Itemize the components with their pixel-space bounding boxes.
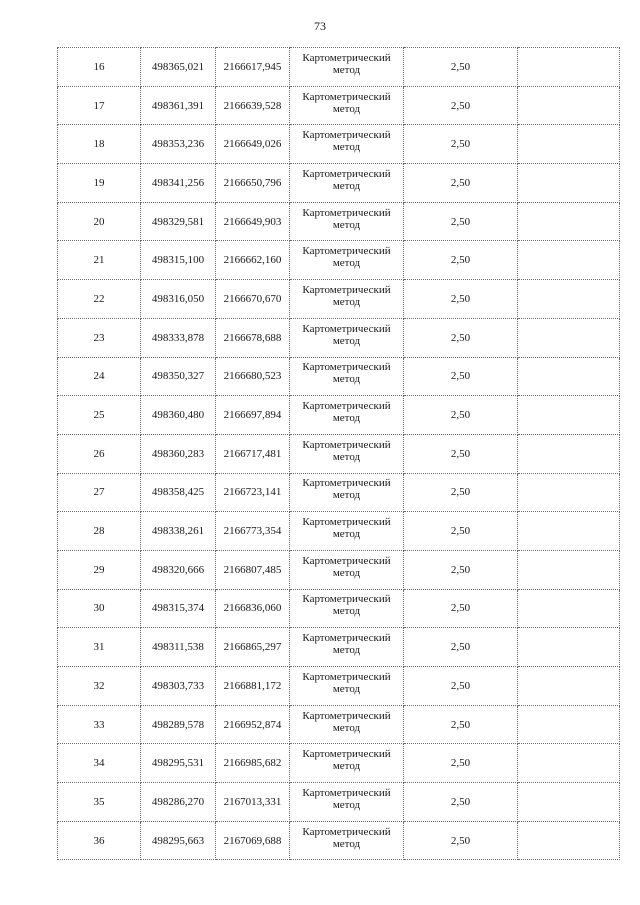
method-cell — [290, 125, 404, 164]
accuracy-cell-text: 2,50 — [450, 331, 471, 344]
coordinate-y-cell — [216, 357, 290, 396]
point-number-cell-text: 34 — [93, 757, 105, 770]
accuracy-cell — [404, 241, 518, 280]
coordinate-x-cell-text: 498338,261 — [151, 525, 205, 538]
note-cell — [518, 512, 620, 551]
accuracy-cell — [404, 125, 518, 164]
point-number-cell-text: 24 — [93, 370, 105, 383]
coordinate-x-cell-text: 498365,021 — [151, 60, 205, 73]
accuracy-cell — [404, 821, 518, 860]
accuracy-cell — [404, 86, 518, 125]
accuracy-cell — [404, 202, 518, 241]
coordinate-y-cell-text: 2166678,688 — [223, 331, 282, 344]
table-row — [58, 396, 620, 435]
coordinate-x-cell-text: 498316,050 — [151, 292, 205, 305]
accuracy-cell — [404, 396, 518, 435]
coordinate-x-cell-text: 498353,236 — [151, 138, 205, 151]
point-number-cell — [58, 628, 141, 667]
point-number-cell — [58, 589, 141, 628]
method-cell — [290, 202, 404, 241]
point-number-cell — [58, 280, 141, 319]
accuracy-cell — [404, 357, 518, 396]
coordinate-y-cell-text: 2166649,026 — [223, 138, 282, 151]
point-number-cell — [58, 202, 141, 241]
table-row — [58, 164, 620, 203]
note-cell — [518, 628, 620, 667]
method-cell-text: Картометрический метод — [302, 477, 391, 502]
coordinate-x-cell — [141, 125, 216, 164]
point-number-cell — [58, 783, 141, 822]
note-cell — [518, 783, 620, 822]
method-cell-text: Картометрический метод — [302, 709, 391, 734]
note-cell — [518, 241, 620, 280]
coordinate-y-cell-text: 2166717,481 — [223, 447, 282, 460]
note-cell — [518, 473, 620, 512]
coordinate-y-cell — [216, 318, 290, 357]
accuracy-cell — [404, 434, 518, 473]
coordinate-y-cell-text: 2166662,160 — [223, 254, 282, 267]
coordinate-y-cell-text: 2166985,682 — [223, 757, 282, 770]
method-cell — [290, 318, 404, 357]
accuracy-cell-text: 2,50 — [450, 254, 471, 267]
coordinate-y-cell — [216, 589, 290, 628]
coordinate-x-cell-text: 498350,327 — [151, 370, 205, 383]
method-cell — [290, 783, 404, 822]
method-cell-text: Картометрический метод — [302, 51, 391, 76]
coordinate-y-cell-text: 2166617,945 — [223, 60, 282, 73]
coordinate-x-cell-text: 498315,374 — [151, 602, 205, 615]
coordinate-x-cell — [141, 512, 216, 551]
coordinate-y-cell — [216, 705, 290, 744]
point-number-cell-text: 25 — [93, 409, 105, 422]
method-cell-text: Картометрический метод — [302, 400, 391, 425]
method-cell — [290, 241, 404, 280]
method-cell-text: Картометрический метод — [302, 748, 391, 773]
point-number-cell — [58, 318, 141, 357]
coordinate-x-cell — [141, 589, 216, 628]
coordinate-y-cell-text: 2166639,528 — [223, 99, 282, 112]
method-cell-text: Картометрический метод — [302, 245, 391, 270]
coordinate-x-cell-text: 498295,531 — [151, 757, 205, 770]
coordinate-x-cell — [141, 48, 216, 87]
accuracy-cell — [404, 628, 518, 667]
accuracy-cell — [404, 473, 518, 512]
table-row — [58, 473, 620, 512]
coordinate-x-cell-text: 498303,733 — [151, 679, 205, 692]
note-cell — [518, 589, 620, 628]
point-number-cell-text: 17 — [93, 99, 105, 112]
note-cell — [518, 280, 620, 319]
accuracy-cell-text: 2,50 — [450, 99, 471, 112]
table-row — [58, 434, 620, 473]
note-cell — [518, 396, 620, 435]
point-number-cell — [58, 241, 141, 280]
accuracy-cell-text: 2,50 — [450, 60, 471, 73]
method-cell — [290, 744, 404, 783]
method-cell-text: Картометрический метод — [302, 438, 391, 463]
accuracy-cell-text: 2,50 — [450, 679, 471, 692]
accuracy-cell-text: 2,50 — [450, 215, 471, 228]
coordinate-y-cell-text: 2166836,060 — [223, 602, 282, 615]
table-row — [58, 48, 620, 87]
coordinate-x-cell — [141, 164, 216, 203]
point-number-cell — [58, 434, 141, 473]
table-row — [58, 512, 620, 551]
accuracy-cell — [404, 164, 518, 203]
table-row — [58, 241, 620, 280]
point-number-cell — [58, 357, 141, 396]
table-row — [58, 628, 620, 667]
coordinate-x-cell-text: 498360,480 — [151, 409, 205, 422]
accuracy-cell-text: 2,50 — [450, 563, 471, 576]
coordinate-y-cell — [216, 125, 290, 164]
coordinate-y-cell — [216, 783, 290, 822]
point-number-cell — [58, 705, 141, 744]
point-number-cell-text: 32 — [93, 679, 105, 692]
point-number-cell — [58, 473, 141, 512]
point-number-cell — [58, 744, 141, 783]
method-cell-text: Картометрический метод — [302, 322, 391, 347]
point-number-cell — [58, 125, 141, 164]
coordinate-y-cell — [216, 164, 290, 203]
method-cell — [290, 821, 404, 860]
accuracy-cell-text: 2,50 — [450, 795, 471, 808]
coordinate-y-cell — [216, 512, 290, 551]
coordinate-y-cell-text: 2167013,331 — [223, 795, 282, 808]
note-cell — [518, 202, 620, 241]
point-number-cell-text: 29 — [93, 563, 105, 576]
coordinate-y-cell-text: 2167069,688 — [223, 834, 282, 847]
method-cell — [290, 86, 404, 125]
coordinate-x-cell — [141, 667, 216, 706]
method-cell-text: Картометрический метод — [302, 670, 391, 695]
accuracy-cell — [404, 783, 518, 822]
coordinate-y-cell-text: 2166952,874 — [223, 718, 282, 731]
coordinate-x-cell-text: 498289,578 — [151, 718, 205, 731]
method-cell-text: Картометрический метод — [302, 554, 391, 579]
table-row — [58, 125, 620, 164]
method-cell — [290, 434, 404, 473]
point-number-cell-text: 19 — [93, 176, 105, 189]
point-number-cell-text: 33 — [93, 718, 105, 731]
table-row — [58, 202, 620, 241]
coordinate-y-cell-text: 2166773,354 — [223, 525, 282, 538]
accuracy-cell — [404, 280, 518, 319]
accuracy-cell-text: 2,50 — [450, 757, 471, 770]
method-cell — [290, 48, 404, 87]
coordinates-table — [57, 47, 620, 860]
point-number-cell-text: 28 — [93, 525, 105, 538]
coordinate-x-cell — [141, 202, 216, 241]
point-number-cell-text: 27 — [93, 486, 105, 499]
coordinate-y-cell-text: 2166881,172 — [223, 679, 282, 692]
coordinate-x-cell — [141, 705, 216, 744]
method-cell — [290, 589, 404, 628]
point-number-cell-text: 21 — [93, 254, 105, 267]
point-number-cell-text: 20 — [93, 215, 105, 228]
accuracy-cell-text: 2,50 — [450, 292, 471, 305]
table-row — [58, 783, 620, 822]
coordinate-y-cell — [216, 821, 290, 860]
method-cell-text: Картометрический метод — [302, 283, 391, 308]
point-number-cell — [58, 396, 141, 435]
point-number-cell — [58, 512, 141, 551]
coordinate-y-cell — [216, 396, 290, 435]
note-cell — [518, 744, 620, 783]
coordinate-y-cell-text: 2166650,796 — [223, 176, 282, 189]
point-number-cell-text: 36 — [93, 834, 105, 847]
accuracy-cell — [404, 744, 518, 783]
coordinate-x-cell — [141, 241, 216, 280]
coordinate-x-cell — [141, 280, 216, 319]
accuracy-cell — [404, 550, 518, 589]
coordinate-x-cell-text: 498295,663 — [151, 834, 205, 847]
point-number-cell-text: 22 — [93, 292, 105, 305]
coordinate-x-cell-text: 498360,283 — [151, 447, 205, 460]
coordinate-y-cell-text: 2166649,903 — [223, 215, 282, 228]
point-number-cell-text: 30 — [93, 602, 105, 615]
coordinate-x-cell — [141, 628, 216, 667]
coordinate-y-cell-text: 2166807,485 — [223, 563, 282, 576]
point-number-cell — [58, 48, 141, 87]
table-row — [58, 667, 620, 706]
accuracy-cell-text: 2,50 — [450, 525, 471, 538]
coordinate-y-cell — [216, 628, 290, 667]
accuracy-cell — [404, 512, 518, 551]
point-number-cell-text: 31 — [93, 641, 105, 654]
table-row — [58, 86, 620, 125]
coordinate-y-cell-text: 2166723,141 — [223, 486, 282, 499]
point-number-cell — [58, 550, 141, 589]
coordinate-x-cell-text: 498333,878 — [151, 331, 205, 344]
coordinate-y-cell-text: 2166680,523 — [223, 370, 282, 383]
coordinate-x-cell-text: 498320,666 — [151, 563, 205, 576]
accuracy-cell — [404, 667, 518, 706]
coordinate-x-cell — [141, 396, 216, 435]
note-cell — [518, 125, 620, 164]
method-cell-text: Картометрический метод — [302, 129, 391, 154]
accuracy-cell-text: 2,50 — [450, 447, 471, 460]
note-cell — [518, 48, 620, 87]
coordinate-x-cell — [141, 86, 216, 125]
accuracy-cell-text: 2,50 — [450, 138, 471, 151]
coordinates-table-body — [58, 48, 620, 860]
point-number-cell-text: 18 — [93, 138, 105, 151]
accuracy-cell-text: 2,50 — [450, 602, 471, 615]
coordinate-y-cell — [216, 280, 290, 319]
table-row — [58, 589, 620, 628]
method-cell-text: Картометрический метод — [302, 516, 391, 541]
coordinate-y-cell — [216, 744, 290, 783]
note-cell — [518, 550, 620, 589]
coordinate-x-cell — [141, 783, 216, 822]
coordinate-x-cell — [141, 473, 216, 512]
coordinate-y-cell — [216, 86, 290, 125]
point-number-cell-text: 23 — [93, 331, 105, 344]
point-number-cell — [58, 821, 141, 860]
note-cell — [518, 434, 620, 473]
coordinate-y-cell — [216, 241, 290, 280]
method-cell — [290, 512, 404, 551]
method-cell — [290, 550, 404, 589]
method-cell — [290, 396, 404, 435]
table-row — [58, 550, 620, 589]
coordinate-y-cell — [216, 202, 290, 241]
point-number-cell — [58, 86, 141, 125]
accuracy-cell-text: 2,50 — [450, 409, 471, 422]
page-number: 73 — [314, 19, 326, 33]
coordinate-y-cell — [216, 667, 290, 706]
accuracy-cell — [404, 705, 518, 744]
note-cell — [518, 705, 620, 744]
coordinate-x-cell — [141, 744, 216, 783]
coordinate-x-cell-text: 498358,425 — [151, 486, 205, 499]
coordinate-y-cell-text: 2166865,297 — [223, 641, 282, 654]
coordinate-x-cell-text: 498315,100 — [151, 254, 205, 267]
accuracy-cell — [404, 48, 518, 87]
coordinate-x-cell — [141, 550, 216, 589]
method-cell-text: Картометрический метод — [302, 786, 391, 811]
method-cell-text: Картометрический метод — [302, 361, 391, 386]
coordinate-y-cell-text: 2166697,894 — [223, 409, 282, 422]
method-cell — [290, 280, 404, 319]
coordinate-x-cell-text: 498341,256 — [151, 176, 205, 189]
method-cell — [290, 164, 404, 203]
note-cell — [518, 821, 620, 860]
coordinate-x-cell — [141, 357, 216, 396]
method-cell — [290, 667, 404, 706]
coordinate-x-cell — [141, 318, 216, 357]
coordinate-x-cell — [141, 821, 216, 860]
accuracy-cell-text: 2,50 — [450, 176, 471, 189]
coordinate-x-cell-text: 498311,538 — [152, 641, 204, 654]
method-cell — [290, 473, 404, 512]
method-cell — [290, 628, 404, 667]
point-number-cell-text: 35 — [93, 795, 105, 808]
table-row — [58, 357, 620, 396]
coordinate-y-cell-text: 2166670,670 — [223, 292, 282, 305]
table-row — [58, 821, 620, 860]
note-cell — [518, 667, 620, 706]
note-cell — [518, 357, 620, 396]
point-number-cell — [58, 667, 141, 706]
coordinate-x-cell — [141, 434, 216, 473]
coordinate-y-cell — [216, 434, 290, 473]
accuracy-cell-text: 2,50 — [450, 718, 471, 731]
coordinate-x-cell-text: 498361,391 — [151, 99, 205, 112]
accuracy-cell-text: 2,50 — [450, 486, 471, 499]
point-number-cell-text: 16 — [93, 60, 105, 73]
method-cell-text: Картометрический метод — [302, 632, 391, 657]
table-row — [58, 744, 620, 783]
table-row — [58, 280, 620, 319]
method-cell-text: Картометрический метод — [302, 593, 391, 618]
accuracy-cell-text: 2,50 — [450, 834, 471, 847]
accuracy-cell — [404, 589, 518, 628]
method-cell-text: Картометрический метод — [302, 167, 391, 192]
coordinate-x-cell-text: 498286,270 — [151, 795, 205, 808]
point-number-cell — [58, 164, 141, 203]
method-cell — [290, 357, 404, 396]
table-row — [58, 318, 620, 357]
coordinate-y-cell — [216, 48, 290, 87]
method-cell-text: Картометрический метод — [302, 90, 391, 115]
point-number-cell-text: 26 — [93, 447, 105, 460]
accuracy-cell — [404, 318, 518, 357]
method-cell-text: Картометрический метод — [302, 206, 391, 231]
method-cell-text: Картометрический метод — [302, 825, 391, 850]
table-row — [58, 705, 620, 744]
coordinate-y-cell — [216, 473, 290, 512]
note-cell — [518, 86, 620, 125]
note-cell — [518, 164, 620, 203]
accuracy-cell-text: 2,50 — [450, 370, 471, 383]
method-cell — [290, 705, 404, 744]
coordinate-x-cell-text: 498329,581 — [151, 215, 205, 228]
accuracy-cell-text: 2,50 — [450, 641, 471, 654]
coordinate-y-cell — [216, 550, 290, 589]
note-cell — [518, 318, 620, 357]
